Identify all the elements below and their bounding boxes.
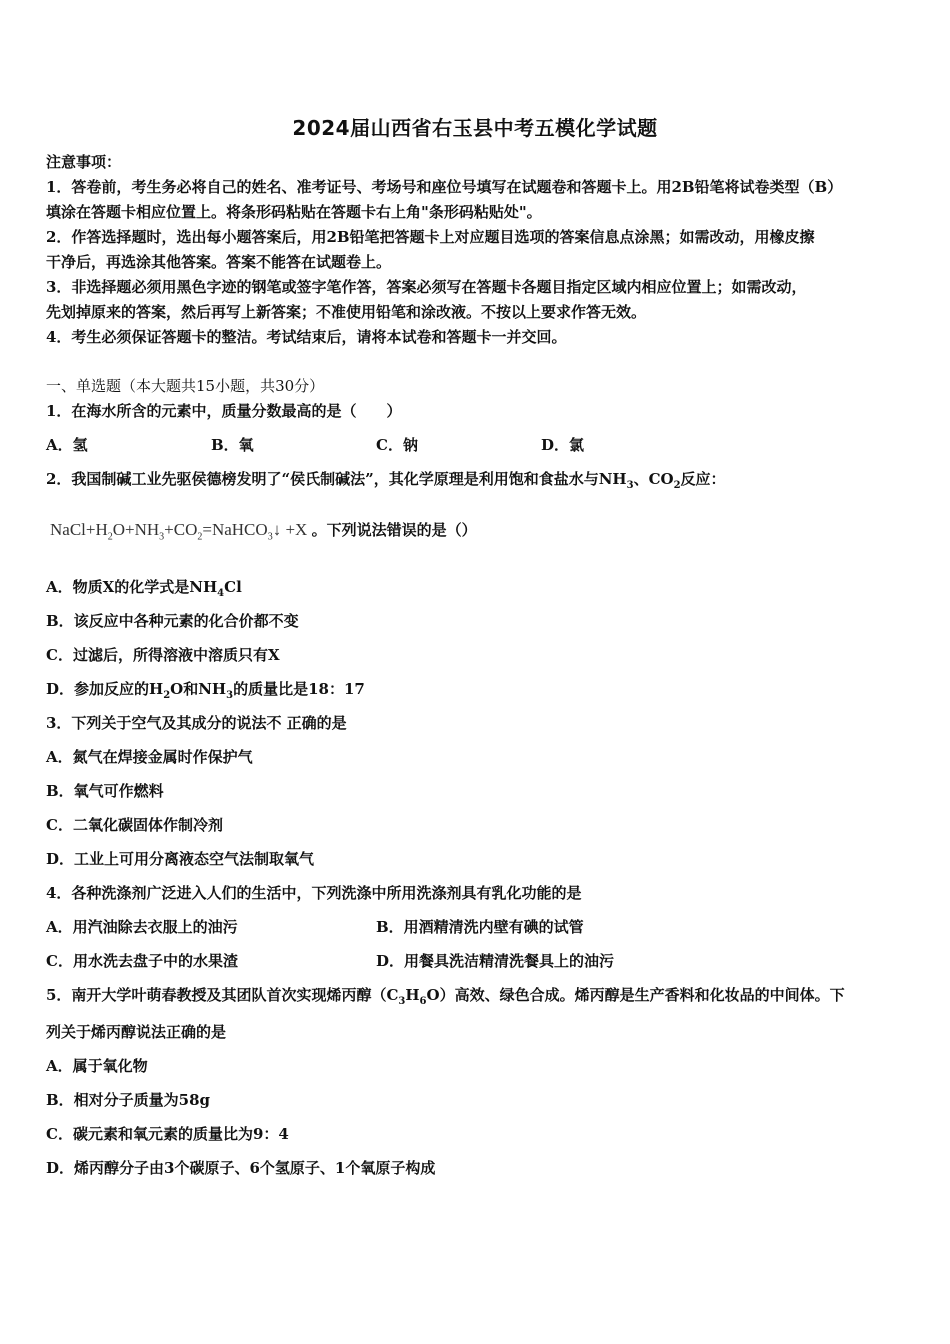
q2-option-a: A．物质X的化学式是$NH_4Cl$ [46, 578, 242, 599]
notice-line-3: 2．作答选择题时，选出每小题答案后，用2B铅笔把答题卡上对应题目选项的答案信息点涂黑；如需改动，用橡皮擦 [46, 228, 815, 246]
notice-heading: 注意事项： [46, 153, 122, 171]
q5-stem: 5．南开大学叶萌春教授及其团队首次实现烯丙醇$(C_3H_6O)$高效、绿色合成。烯丙醇是生产香料和化妆品的中间体。下 [46, 986, 845, 1007]
notice-line-6: 先划掉原来的答案，然后再写上新答案；不准使用铅笔和涂改液。不按以上要求作答无效。 [46, 303, 647, 321]
notice-line-5: 3．非选择题必须用黑色字迹的钢笔或签字笔作答，答案必须写在答题卡各题目指定区域内相应位置上；如需改动， [46, 278, 807, 296]
q5-option-d: D．烯丙醇分子由3个碳原子、6个氢原子、1个氧原子构成 [46, 1159, 436, 1177]
q4-option-d: D．用餐具洗洁精清洗餐具上的油污 [376, 952, 615, 970]
q3-option-c: C．二氧化碳固体作制冷剂 [46, 816, 223, 834]
q2-equation: $NaCl+H_2O+NH_3+CO_2=NaHCO_3↓ +X$ 。下列说法错误的是（） [50, 520, 477, 543]
q1-option-b: B．氧 [211, 436, 254, 454]
q1-option-c: C．钠 [376, 436, 418, 454]
q4-option-c: C．用水洗去盘子中的水果渣 [46, 952, 238, 970]
notice-line-4: 干净后，再选涂其他答案。答案不能答在试题卷上。 [46, 253, 392, 271]
q3-option-d: D．工业上可用分离液态空气法制取氧气 [46, 850, 315, 868]
q2-option-d: D．参加反应的$H_2O$和$NH_3$的质量比是18：17 [46, 680, 365, 701]
notice-line-1: 1．答卷前，考生务必将自己的姓名、准考证号、考场号和座位号填写在试题卷和答题卡上。用2B铅笔将试卷类型（B） [46, 178, 843, 196]
q3-stem: 3．下列关于空气及其成分的说法不 正确的是 [46, 714, 347, 732]
q1-option-a: A．氢 [46, 436, 88, 454]
q5-option-b: B．相对分子质量为58g [46, 1091, 211, 1109]
section-heading: 一、单选题（本大题共15小题，共30分） [46, 377, 325, 395]
q5-option-c: C．碳元素和氧元素的质量比为9：4 [46, 1125, 289, 1143]
q2-stem: 2．我国制碱工业先驱侯德榜发明了“侯氏制碱法”，其化学原理是利用饱和食盐水与$NH_3$、$CO_2$反应： [46, 470, 726, 491]
q1-stem: 1．在海水所含的元素中，质量分数最高的是（ ） [46, 402, 402, 420]
q2-option-b: B．该反应中各种元素的化合价都不变 [46, 612, 299, 630]
notice-line-7: 4．考生必须保证答题卡的整洁。考试结束后，请将本试卷和答题卡一并交回。 [46, 328, 567, 346]
q3-option-a: A．氮气在焊接金属时作保护气 [46, 748, 253, 766]
q5-option-a: A．属于氧化物 [46, 1057, 148, 1075]
q2-option-c: C．过滤后，所得溶液中溶质只有X [46, 646, 280, 664]
q3-option-b: B．氧气可作燃料 [46, 782, 164, 800]
q2-question: 。下列说法错误的是（） [311, 521, 477, 539]
exam-title: 2024届山西省右玉县中考五模化学试题 [292, 116, 658, 140]
q4-option-a: A．用汽油除去衣服上的油污 [46, 918, 238, 936]
q4-option-b: B．用酒精清洗内壁有碘的试管 [376, 918, 584, 936]
q4-stem: 4．各种洗涤剂广泛进入人们的生活中，下列洗涤中所用洗涤剂具有乳化功能的是 [46, 884, 582, 902]
q1-option-d: D．氯 [541, 436, 585, 454]
q5-stem-line-2: 列关于烯丙醇说法正确的是 [46, 1023, 227, 1041]
notice-line-2: 填涂在答题卡相应位置上。将条形码粘贴在答题卡右上角"条形码粘贴处"。 [46, 203, 542, 221]
